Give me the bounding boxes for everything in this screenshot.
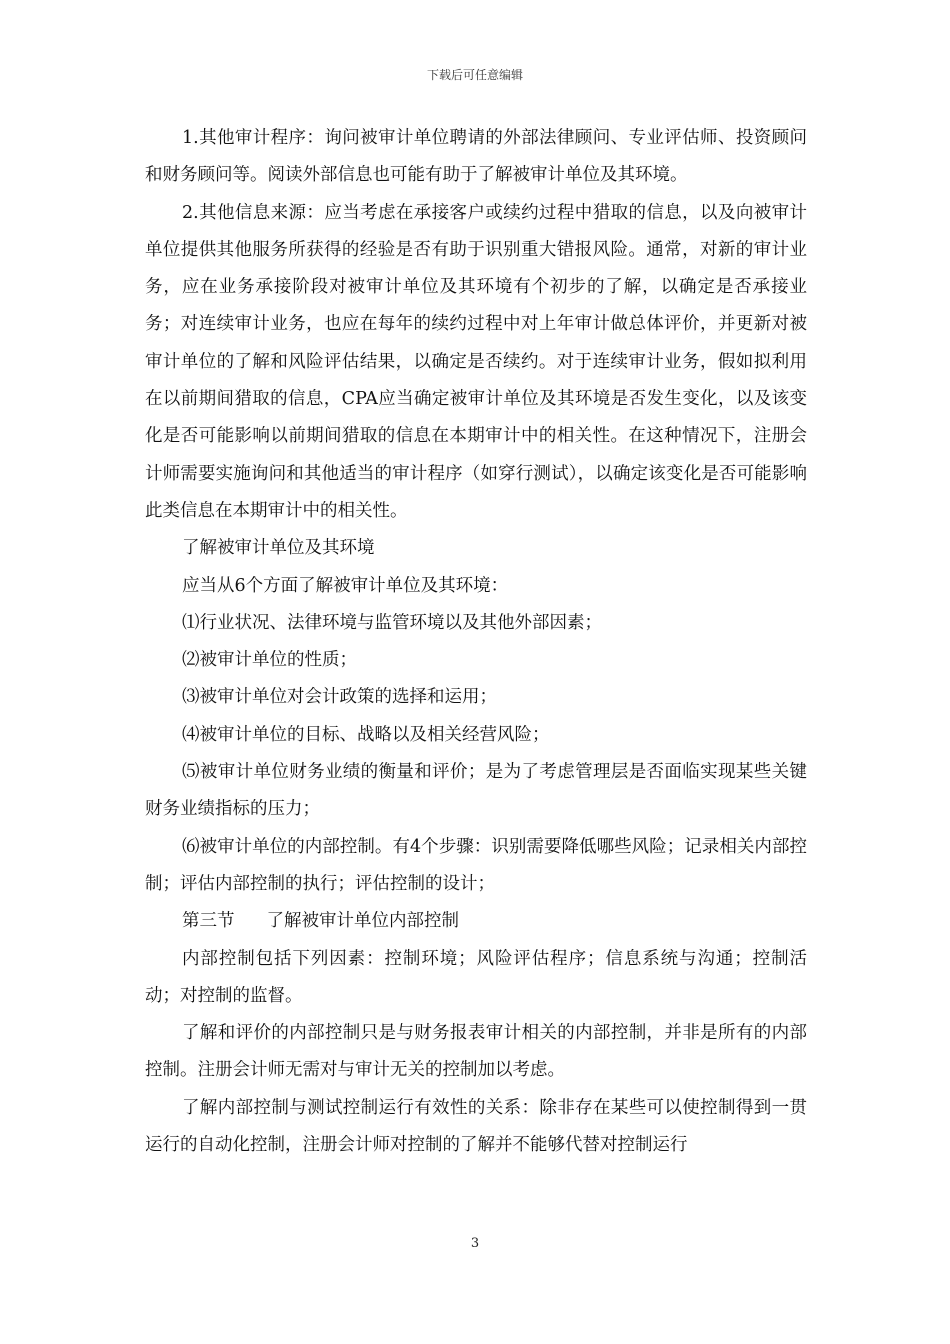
paragraph-internal-control-elements: 内部控制包括下列因素：控制环境；风险评估程序；信息系统与沟通；控制活动；对控制的监督。	[145, 948, 807, 1006]
page-header: 下载后可任意编辑	[426, 68, 523, 82]
list-item-1: ⑴行业状况、法律环境与监管环境以及其他外部因素；	[182, 612, 602, 633]
section-heading	[145, 903, 807, 940]
paragraph-controls-testing-relationship: 了解内部控制与测试控制运行有效性的关系：除非存在某些可以使控制得到一贯运行的自动化控制，注册会计师对控制的了解并不能够代替对控制运行	[145, 1097, 807, 1156]
paragraph-other-info-sources: 2.其他信息来源：应当考虑在承接客户或续约过程中猎取的信息，以及向被审计单位提供其他服务所获得的经验是否有助于识别重大错报风险。通常，对新的审计业务，应在业务承接阶段对被审计单位及其环境有个初步的了解，以确定是否承接业务；对连续审计业务，也应在每年的续约过程中对上年审计做总体评价，并更新对被审计单位的了解和风险评估结果，以确定是否续约。对于连续审计业务，假如拟利用在以前期间猎取的信息，CPA应当确定被审计单位及其环境是否发生变化，以及该变化是否可能影响以前期间猎取的信息在本期审计中的相关性。在这种情况下，注册会计师需要实施询问和其他适当的审计程序（如穿行测试），以确定该变化是否可能影响此类信息在本期审计中的相关性。	[145, 202, 807, 521]
heading-understand-entity: 了解被审计单位及其环境	[182, 538, 375, 559]
list-item-3: ⑶被审计单位对会计政策的选择和运用；	[182, 687, 497, 708]
list-item-6: ⑹被审计单位的内部控制。有4个步骤：识别需要降低哪些风险；记录相关内部控制；评估内部控制的执行；评估控制的设计；	[145, 836, 807, 894]
list-item-4: ⑷被审计单位的目标、战略以及相关经营风险；	[182, 724, 550, 745]
paragraph-relevant-controls: 了解和评价的内部控制只是与财务报表审计相关的内部控制，并非是所有的内部控制。注册会计师无需对与审计无关的控制加以考虑。	[145, 1023, 807, 1081]
section-number: 第三节	[182, 911, 235, 932]
paragraph-six-aspects: 应当从6个方面了解被审计单位及其环境：	[182, 575, 509, 596]
page-number: 3	[470, 1236, 480, 1251]
section-title: 了解被审计单位内部控制	[266, 911, 459, 932]
list-item-5: ⑸被审计单位财务业绩的衡量和评价；是为了考虑管理层是否面临实现某些关键财务业绩指标的压力；	[145, 762, 807, 820]
paragraph-other-audit-procedures: 1.其他审计程序：询问被审计单位聘请的外部法律顾问、专业评估师、投资顾问和财务顾问等。阅读外部信息也可能有助于了解被审计单位及其环境。	[145, 128, 807, 186]
list-item-2: ⑵被审计单位的性质；	[182, 650, 357, 671]
document-body	[145, 120, 807, 1164]
